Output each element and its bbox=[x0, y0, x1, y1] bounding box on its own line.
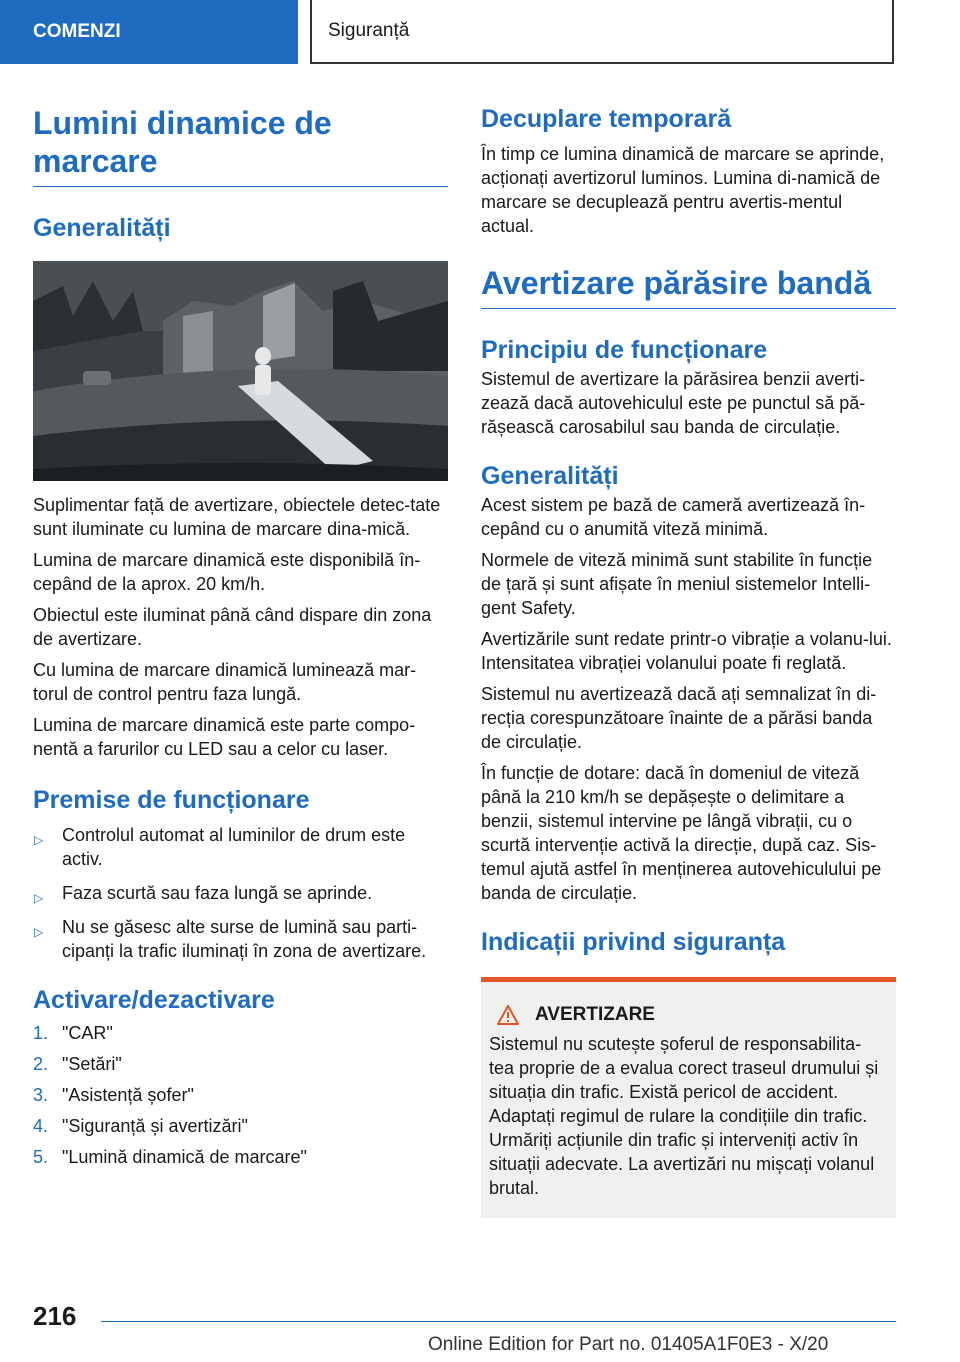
list-item: ▷ Nu se găsesc alte surse de lumină sau parti‐cipanți la trafic iluminați în zona de avertizare. bbox=[34, 917, 427, 961]
prereq-list bbox=[33, 823, 448, 963]
chapter-tab: COMENZI bbox=[0, 0, 298, 64]
left-general-p2: Lumina de marcare dinamică este disponibilă în‐cepând de la aprox. 20 km/h. bbox=[33, 550, 421, 594]
warning-triangle-icon bbox=[497, 1005, 519, 1025]
list-item: 4. "Siguranță și avertizări" bbox=[33, 1116, 248, 1136]
warning-text: Sistemul nu scutește șoferul de responsabilita‐tea proprie de a evalua corect traseul drumului și situația din trafic. Există pericol de accident. Adaptați regimul de rulare la condițiile din trafic. Urmăriți acțiunile din trafic și interveniți activ în situații adecvate. La avertizări nu mișcați volanul brutal. bbox=[489, 1034, 879, 1198]
principle-text: Sistemul de avertizare la părăsirea benzii averti‐zează dacă autovehiculul este pe punctul să pă‐rășească carosabilul sau banda de circulație. bbox=[481, 369, 866, 437]
right-general-p2: Normele de viteză minimă sunt stabilite în funcție de țară și sunt afișate în meniul sistemelor Intelli‐gent Safety. bbox=[481, 550, 873, 618]
list-item: ▷ Faza scurtă sau faza lungă se aprinde. bbox=[33, 881, 448, 905]
left-general-p1: Suplimentar față de avertizare, obiectele detec‐tate sunt iluminate cu lumina de marcare dina‐mică. bbox=[33, 495, 441, 539]
night-road-pedestrian-image bbox=[33, 261, 448, 481]
edition-footer: Online Edition for Part no. 01405A1F0E3 - X/20 bbox=[428, 1334, 829, 1355]
dynamic-marking-title: Lumini dinamice de marcare bbox=[33, 100, 448, 187]
lane-warning-title: Avertizare părăsire bandă bbox=[481, 264, 896, 309]
right-general-heading: Generalități bbox=[481, 462, 619, 490]
list-item: 3. "Asistență șofer" bbox=[33, 1085, 194, 1105]
left-general-heading: Generalități bbox=[33, 214, 171, 242]
triangle-bullet-icon: ▷ bbox=[34, 925, 44, 939]
list-item: 2. "Setări" bbox=[33, 1054, 122, 1074]
right-general-p1: Acest sistem pe bază de cameră avertizează în‐cepând cu o anumită viteză minimă. bbox=[481, 495, 866, 539]
list-item: ▷ Controlul automat al luminilor de drum este activ. bbox=[34, 825, 406, 869]
decouple-text: În timp ce lumina dinamică de marcare se aprinde, acționați avertizorul luminos. Lumina di‐namică de marcare se decuplează pentru avertis‐mentul actual. bbox=[481, 144, 885, 236]
page-number: 216 bbox=[33, 1301, 77, 1331]
prereq-heading: Premise de funcționare bbox=[33, 786, 310, 814]
right-general-p3: Avertizările sunt redate printr-o vibrație a volanu‐lui. Intensitatea vibrației volanului poate fi reglată. bbox=[481, 629, 892, 673]
warning-box bbox=[481, 977, 896, 1218]
principle-heading: Principiu de funcționare bbox=[481, 336, 768, 364]
activation-heading: Activare/dezactivare bbox=[33, 986, 275, 1014]
list-item: 1. "CAR" bbox=[33, 1023, 113, 1043]
left-column bbox=[33, 100, 448, 1176]
warning-title: AVERTIZARE bbox=[497, 1004, 886, 1026]
triangle-bullet-icon: ▷ bbox=[34, 891, 44, 905]
left-general-p3: Obiectul este iluminat până când dispare din zona de avertizare. bbox=[33, 605, 432, 649]
right-general-p5: În funcție de dotare: dacă în domeniul de viteză până la 210 km/h se depășește o delimitare a benzii, sistemul intervine pe lângă vibrații, cu o scurtă intervenție activă la direcție, după caz. Sis‐temul ajută astfel în menținerea autovehiculului pe banda de circulație. bbox=[481, 763, 882, 903]
activation-steps bbox=[33, 1021, 448, 1169]
triangle-bullet-icon: ▷ bbox=[34, 833, 44, 847]
section-label: Siguranță bbox=[310, 0, 894, 64]
right-general-p4: Sistemul nu avertizează dacă ați semnalizat în di‐recția corespunzătoare înainte de a părăsi banda de circulație. bbox=[481, 684, 877, 752]
right-column bbox=[481, 100, 896, 1218]
safety-heading: Indicații privind siguranța bbox=[481, 928, 786, 956]
footer-divider bbox=[101, 1321, 896, 1322]
list-item: 5. "Lumină dinamică de marcare" bbox=[33, 1147, 307, 1167]
left-general-p5: Lumina de marcare dinamică este parte compo‐nentă a farurilor cu LED sau a celor cu laser. bbox=[33, 715, 416, 759]
decouple-heading: Decuplare temporară bbox=[481, 105, 732, 133]
left-general-p4: Cu lumina de marcare dinamică luminează mar‐torul de control pentru faza lungă. bbox=[33, 660, 417, 704]
